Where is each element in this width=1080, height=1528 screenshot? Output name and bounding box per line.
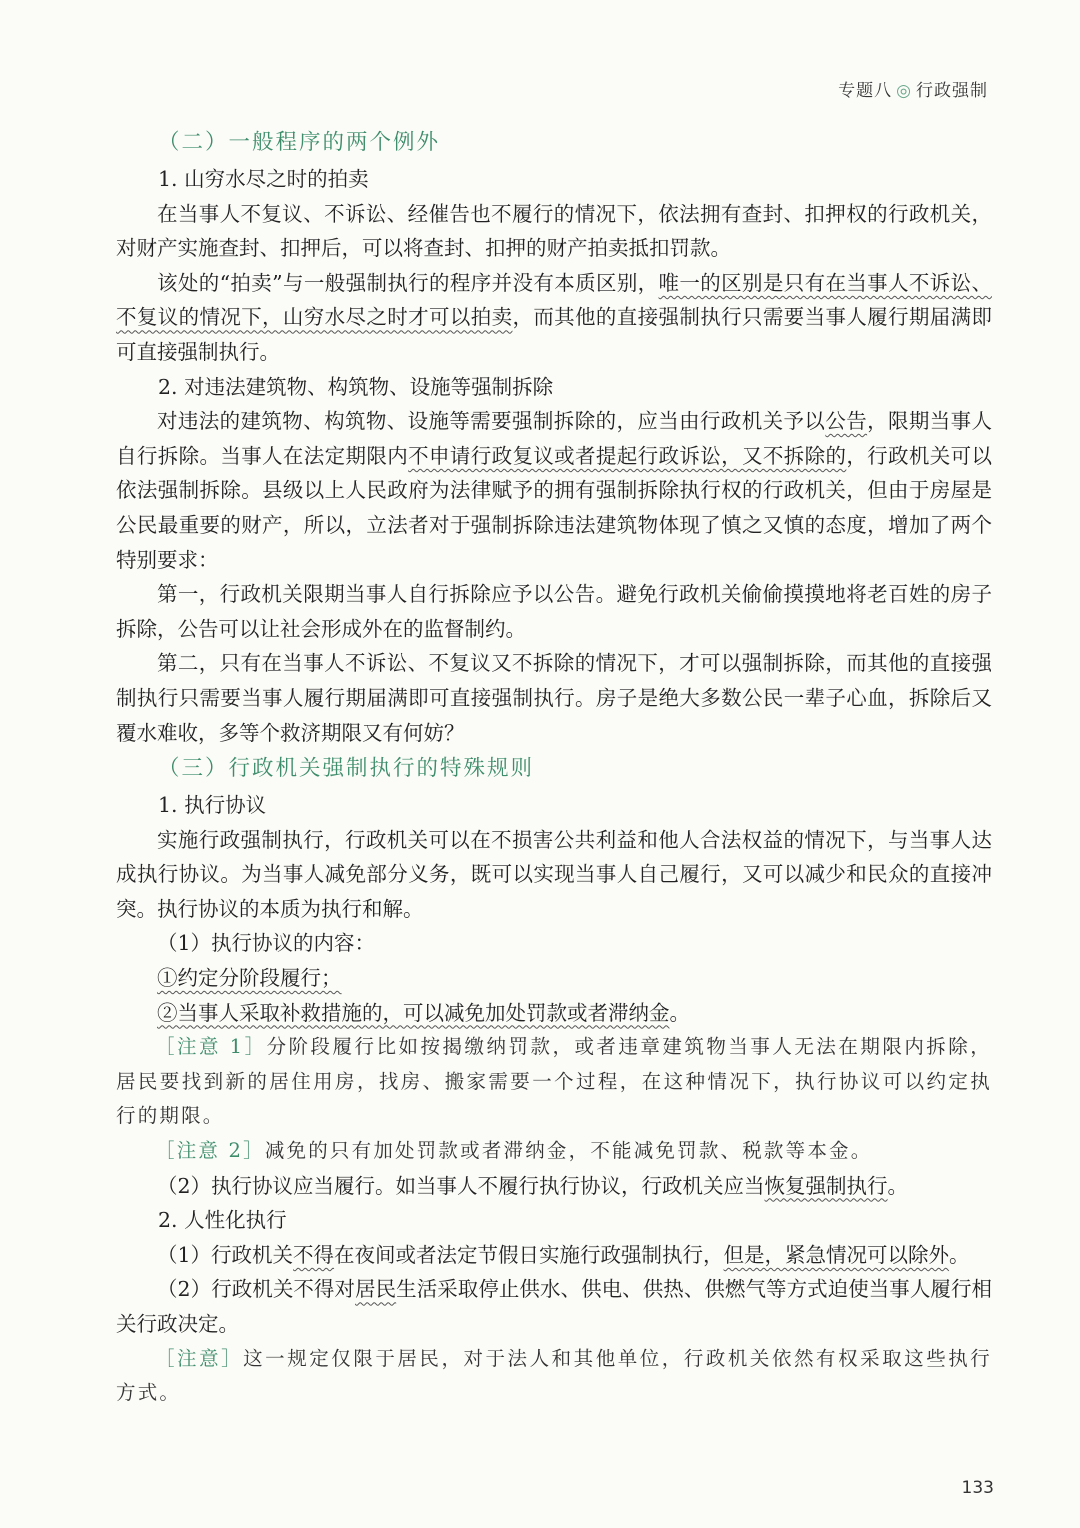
header-separator-icon: ◎ bbox=[896, 81, 912, 101]
text: ，限期当事人自行拆除。当事人在法定期限内 bbox=[116, 409, 993, 468]
note bbox=[116, 1342, 992, 1411]
note bbox=[116, 1134, 992, 1169]
emphasized-text: 不得 bbox=[293, 1242, 335, 1267]
header-topic: 专题八 bbox=[838, 81, 893, 101]
note-text: 分阶段履行比如按揭缴纳罚款，或者违章建筑物当事人无法在期限内拆除，居民要找到新的居住用房，找房、搬家需要一个过程，在这种情况下，执行协议可以约定执行的期限。 bbox=[116, 1035, 992, 1128]
header-title: 行政强制 bbox=[916, 81, 988, 101]
paragraph bbox=[116, 266, 992, 370]
text: 生活采取停止供水、供电、供热、供燃气等方式迫使当事人履行相关行政决定。 bbox=[116, 1277, 993, 1336]
emphasized-text: 居民 bbox=[355, 1277, 397, 1302]
list-item bbox=[116, 1238, 992, 1273]
page-number: 133 bbox=[961, 1478, 994, 1498]
paragraph: 第二，只有在当事人不诉讼、不复议又不拆除的情况下，才可以强制拆除，而其他的直接强制执行只需要当事人履行期届满即可直接强制执行。房子是绝大多数公民一辈子心血，拆除后又覆水难收，多等个救济期限又有何妨？ bbox=[116, 651, 992, 745]
list-item bbox=[116, 996, 992, 1031]
text: （2）行政机关不得对 bbox=[157, 1277, 356, 1302]
text: ，行政机关可以依法强制拆除。县级以上人民政府为法律赋予的拥有强制拆除执行权的行政机关，但由于房屋是公民最重要的财产，所以，立法者对于强制拆除违法建筑物体现了慎之又慎的态度，增加了两个特别要求： bbox=[116, 443, 993, 572]
paragraph: 在当事人不复议、不诉讼、经催告也不履行的情况下，依法拥有查封、扣押权的行政机关，对财产实施查封、扣押后，可以将查封、扣押的财产拍卖抵扣罚款。 bbox=[116, 201, 992, 261]
paragraph: 第一，行政机关限期当事人自行拆除应予以公告。避免行政机关偷偷摸摸地将老百姓的房子拆除，公告可以让社会形成外在的监督制约。 bbox=[116, 582, 992, 641]
paragraph: 实施行政强制执行，行政机关可以在不损害公共利益和他人合法权益的情况下，与当事人达成执行协议。为当事人减免部分义务，既可以实现当事人自己履行，又可以减少和民众的直接冲突。执行协议的本质为执行和解。 bbox=[116, 827, 992, 921]
note-text: 这一规定仅限于居民，对于法人和其他单位，行政机关依然有权采取这些执行方式。 bbox=[116, 1346, 992, 1405]
paragraph bbox=[116, 404, 992, 577]
emphasized-text: 但是，紧急情况可以除外 bbox=[723, 1242, 950, 1267]
emphasized-text: ②当事人采取补救措施的，可以减免加处罚款或者滞纳金 bbox=[157, 1000, 670, 1025]
page-body bbox=[116, 124, 992, 1411]
subheading-agreement: 1. 执行协议 bbox=[158, 793, 267, 818]
text: 对违法的建筑物、构筑物、设施等需要强制拆除的，应当由行政机关予以 bbox=[157, 409, 826, 434]
note-tag: ［注意 2］ bbox=[155, 1139, 265, 1163]
emphasized-text: 唯一的区别是只有在当事人不诉讼、不复议的情况下，山穷水尽之时才可以拍卖 bbox=[116, 270, 992, 330]
text: 。 bbox=[887, 1173, 909, 1198]
note-text: 减免的只有加处罚款或者滞纳金，不能减免罚款、税款等本金。 bbox=[264, 1139, 873, 1163]
text: （2）执行协议应当履行。如当事人不履行执行协议，行政机关应当 bbox=[157, 1173, 765, 1198]
running-header bbox=[838, 76, 988, 101]
text: （1）行政机关 bbox=[157, 1242, 294, 1267]
subheading-auction: 1. 山穷水尽之时的拍卖 bbox=[158, 167, 369, 191]
note-tag: ［注意 1］ bbox=[155, 1035, 267, 1059]
emphasized-text: 恢复强制执行 bbox=[764, 1173, 888, 1198]
text: ，而其他的直接强制执行只需要当事人履行期届满即可直接强制执行。 bbox=[116, 305, 993, 364]
list-item bbox=[116, 961, 992, 996]
subheading-demolition: 2. 对违法建筑物、构筑物、设施等强制拆除 bbox=[158, 374, 554, 399]
text: 该处的“拍卖”与一般强制执行的程序并没有本质区别， bbox=[157, 270, 659, 295]
subheading-humane: 2. 人性化执行 bbox=[158, 1208, 287, 1233]
text: 。 bbox=[949, 1242, 970, 1267]
list-item: （1）执行协议的内容： bbox=[157, 931, 376, 956]
emphasized-text: ①约定分阶段履行； bbox=[157, 966, 342, 991]
section-heading-2: （二）一般程序的两个例外 bbox=[158, 130, 441, 155]
note-tag: ［注意］ bbox=[155, 1346, 244, 1370]
text: 在夜间或者法定节假日实施行政强制执行， bbox=[334, 1242, 724, 1267]
text: 。 bbox=[669, 1000, 690, 1025]
section-heading-3: （三）行政机关强制执行的特殊规则 bbox=[158, 756, 535, 782]
emphasized-text: 不申请行政复议或者提起行政诉讼，又不拆除的 bbox=[408, 443, 847, 468]
list-item bbox=[116, 1169, 992, 1204]
note bbox=[116, 1030, 992, 1134]
emphasized-text: 公告 bbox=[825, 409, 868, 434]
list-item bbox=[116, 1272, 992, 1341]
